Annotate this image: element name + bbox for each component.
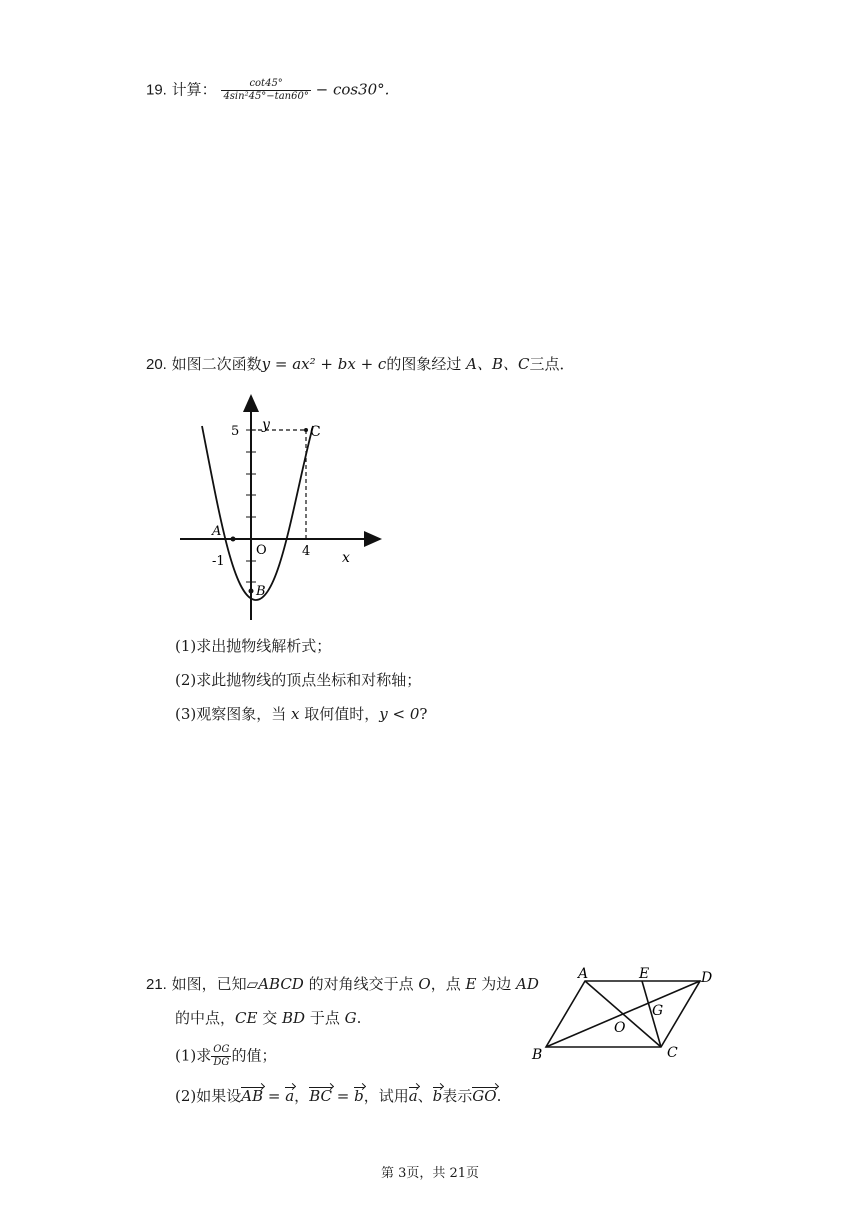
vector-go: GO bbox=[472, 1087, 497, 1105]
stem-text: 交 bbox=[262, 1009, 278, 1027]
stem-text: 的图象经过 bbox=[386, 355, 462, 373]
sub2-text: ，试用 bbox=[363, 1087, 409, 1105]
point-o-label: O bbox=[614, 1020, 626, 1036]
sub2-text: . bbox=[496, 1087, 502, 1105]
sub2-text: = bbox=[331, 1087, 355, 1105]
question-19 bbox=[146, 78, 389, 103]
page-footer: 第 3页，共 21页 bbox=[380, 1166, 480, 1181]
vector-b: b bbox=[432, 1087, 443, 1105]
sub2-text: = bbox=[263, 1087, 286, 1105]
point-g-ref: G bbox=[344, 1009, 357, 1027]
question-21-line1 bbox=[146, 974, 539, 995]
question-number: 19. bbox=[146, 81, 167, 99]
ratio-numerator: OG bbox=[213, 1044, 230, 1055]
stem-text: 如图，已知▱ bbox=[171, 975, 259, 993]
tick-label-neg1: -1 bbox=[212, 554, 225, 569]
ratio-denominator: DG bbox=[213, 1057, 230, 1068]
stem-text: 于点 bbox=[309, 1009, 340, 1027]
parallelogram-figure bbox=[528, 962, 728, 1066]
stem-text: . bbox=[356, 1009, 362, 1027]
sub3-text: (3)观察图象，当 bbox=[175, 705, 287, 723]
vertex-d-label: D bbox=[701, 970, 713, 986]
segment-ce-ref: CE bbox=[235, 1009, 258, 1027]
stem-text: 的中点， bbox=[175, 1009, 236, 1027]
point-o-ref: O bbox=[418, 975, 431, 993]
point-e-ref: E bbox=[465, 975, 477, 993]
sub2-text: (2)如果设 bbox=[175, 1087, 242, 1105]
point-a bbox=[231, 537, 236, 542]
vertex-b-label: B bbox=[532, 1047, 543, 1063]
stem-text: ，点 bbox=[430, 975, 461, 993]
parabola-graph bbox=[170, 388, 390, 628]
stem-text: 为边 bbox=[481, 975, 512, 993]
vertex-a-label: A bbox=[578, 966, 589, 982]
vector-a: a bbox=[285, 1087, 295, 1105]
vector-bc: BC bbox=[309, 1087, 332, 1105]
stem-text: 的对角线交于点 bbox=[308, 975, 414, 993]
tick-label-4: 4 bbox=[302, 544, 311, 559]
side-ad-ref: AD bbox=[516, 975, 539, 993]
question-number: 20. bbox=[146, 356, 167, 373]
point-e-label: E bbox=[639, 966, 650, 982]
sub2-text: 表示 bbox=[442, 1087, 473, 1105]
tick-label-5: 5 bbox=[231, 424, 240, 439]
fraction-denominator: 4sin²45°−tan60° bbox=[223, 91, 309, 102]
question-20-stem bbox=[146, 354, 574, 375]
stem-text: 三点． bbox=[529, 355, 575, 373]
question-number: 21. bbox=[146, 976, 167, 993]
vector-b: b bbox=[354, 1087, 364, 1105]
x-axis-label: x bbox=[342, 550, 350, 566]
parabola-curve bbox=[202, 426, 313, 600]
vector-a: a bbox=[408, 1087, 418, 1105]
sub1-text: 的值； bbox=[231, 1046, 277, 1065]
point-c-label: C bbox=[310, 424, 321, 440]
sub1-text: (1)求 bbox=[175, 1046, 212, 1065]
ratio-fraction bbox=[211, 1044, 231, 1069]
q20-sub2: (2)求此抛物线的顶点坐标和对称轴； bbox=[175, 671, 422, 689]
expression-tail: − cos30°. bbox=[315, 80, 390, 99]
points-label: A、B、C bbox=[466, 355, 530, 373]
parallelogram-name: ABCD bbox=[258, 975, 304, 993]
point-b-label: B bbox=[256, 584, 266, 599]
origin-label: O bbox=[256, 543, 267, 558]
vertex-c-label: C bbox=[667, 1045, 678, 1061]
q20-sub1: (1)求出抛物线解析式； bbox=[175, 637, 332, 655]
sub3-variable: x bbox=[291, 705, 300, 723]
y-axis-label: y bbox=[262, 417, 270, 433]
q21-sub2 bbox=[175, 1086, 501, 1106]
sub3-text: 取何值时， bbox=[304, 705, 380, 723]
sub3-condition: y < 0 bbox=[379, 705, 420, 723]
question-21-line2 bbox=[175, 1008, 361, 1028]
sub2-text: ， bbox=[294, 1087, 310, 1105]
stem-formula: y = ax² + bx + c bbox=[261, 355, 387, 373]
fraction-numerator: cot45° bbox=[221, 78, 310, 91]
point-b bbox=[249, 589, 254, 594]
q21-sub1 bbox=[175, 1044, 276, 1069]
question-label: 计算： bbox=[171, 80, 217, 99]
segment-bd-ref: BD bbox=[282, 1009, 306, 1027]
q20-sub3 bbox=[175, 704, 427, 724]
stem-text: 如图二次函数 bbox=[171, 355, 262, 373]
point-c bbox=[304, 428, 308, 432]
vector-ab: AB bbox=[241, 1087, 264, 1105]
point-a-label: A bbox=[212, 524, 222, 539]
point-g-label: G bbox=[652, 1003, 664, 1019]
sub2-text: 、 bbox=[417, 1087, 433, 1105]
fraction bbox=[221, 78, 310, 103]
diagonal-bd bbox=[546, 981, 700, 1047]
sub3-end: ? bbox=[419, 705, 428, 723]
